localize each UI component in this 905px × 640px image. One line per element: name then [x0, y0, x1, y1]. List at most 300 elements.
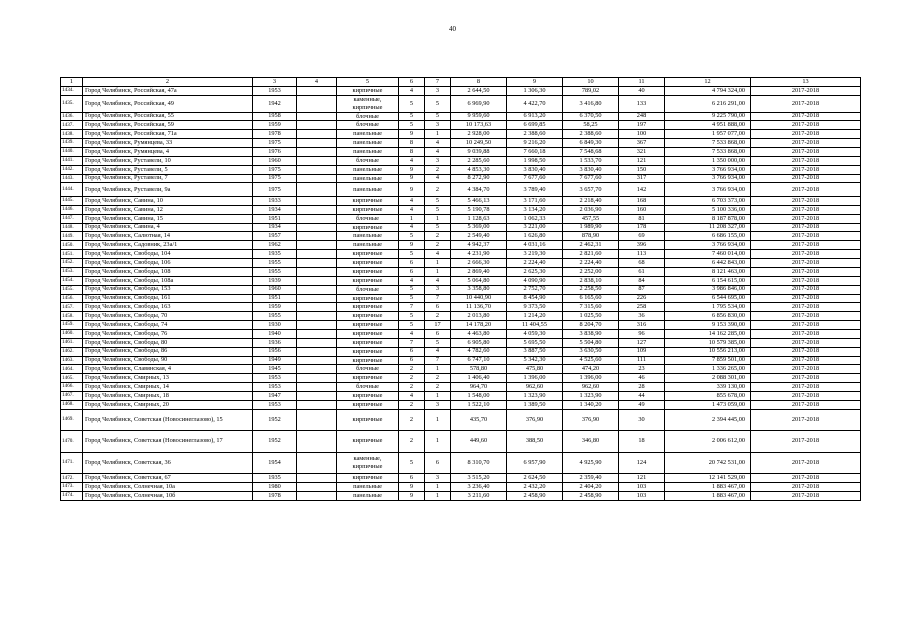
table-row [61, 121, 861, 130]
table-cell-a: 5 466,13 [451, 197, 507, 206]
table-cell-b: 6 957,90 [507, 452, 563, 474]
table-cell-d: 69 [619, 232, 665, 241]
table-cell-cost: 8 187 878,00 [665, 214, 751, 223]
table-cell-b: 11 404,55 [507, 321, 563, 330]
table-row [61, 431, 861, 453]
table-cell-addr: Город Челябинск, Российская, 47а [83, 87, 253, 96]
column-number: 10 [563, 78, 619, 87]
table-cell-mat: блочные [337, 383, 399, 392]
table-cell-addr: Город Челябинск, Советская, 67 [83, 474, 253, 483]
table-cell-d: 96 [619, 329, 665, 338]
table-row [61, 294, 861, 303]
table-cell-c: 2 458,90 [563, 491, 619, 500]
table-cell-cost: 2 006 612,00 [665, 431, 751, 453]
table-cell-fl: 5 [399, 250, 425, 259]
table-cell-cost: 8 121 463,00 [665, 267, 751, 276]
table-cell-c4 [297, 491, 337, 500]
table-cell-cost: 7 460 014,00 [665, 250, 751, 259]
table-cell-year: 1951 [253, 214, 297, 223]
table-cell-c: 2 258,50 [563, 285, 619, 294]
table-cell-a: 4 942,37 [451, 241, 507, 250]
table-cell-d: 49 [619, 400, 665, 409]
table-cell-addr: Город Челябинск, Свободы, 70 [83, 312, 253, 321]
table-row [61, 214, 861, 223]
table-cell-en: 2 [425, 241, 451, 250]
table-cell-a: 964,70 [451, 383, 507, 392]
table-cell-c: 878,90 [563, 232, 619, 241]
table-cell-d: 23 [619, 365, 665, 374]
table-cell-c4 [297, 285, 337, 294]
table-cell-addr: Город Челябинск, Советская (Новосинеглазово), 17 [83, 431, 253, 453]
table-cell-addr: Город Челябинск, Российская, 49 [83, 95, 253, 112]
table-row [61, 400, 861, 409]
table-cell-fl: 5 [399, 321, 425, 330]
table-row [61, 409, 861, 431]
table-row [61, 156, 861, 165]
table-cell-c: 6 370,50 [563, 112, 619, 121]
table-cell-a: 1 128,63 [451, 214, 507, 223]
table-cell-d: 109 [619, 347, 665, 356]
table-cell-per: 2017-2018 [751, 483, 861, 492]
table-cell-addr: Город Челябинск, Российская, 55 [83, 112, 253, 121]
table-cell-a: 2 644,50 [451, 87, 507, 96]
table-cell-n: 1460. [61, 329, 83, 338]
table-cell-year: 1978 [253, 491, 297, 500]
table-cell-cost: 6 703 373,00 [665, 197, 751, 206]
table-cell-per: 2017-2018 [751, 303, 861, 312]
table-cell-n: 1444. [61, 183, 83, 197]
table-cell-fl: 4 [399, 197, 425, 206]
table-cell-fl: 5 [399, 121, 425, 130]
table-cell-fl: 5 [399, 232, 425, 241]
table-cell-a: 449,60 [451, 431, 507, 453]
column-number: 7 [425, 78, 451, 87]
table-cell-cost: 4 951 888,00 [665, 121, 751, 130]
table-cell-d: 100 [619, 130, 665, 139]
table-cell-c: 4 525,60 [563, 356, 619, 365]
table-cell-year: 1953 [253, 400, 297, 409]
column-number-row [61, 78, 861, 87]
table-cell-en: 1 [425, 431, 451, 453]
table-cell-a: 1 548,00 [451, 391, 507, 400]
table-cell-a: 6 969,90 [451, 95, 507, 112]
table-cell-en: 3 [425, 87, 451, 96]
table-cell-n: 1459. [61, 321, 83, 330]
table-cell-year: 1959 [253, 303, 297, 312]
table-cell-b: 475,80 [507, 365, 563, 374]
table-cell-d: 44 [619, 391, 665, 400]
table-cell-per: 2017-2018 [751, 148, 861, 157]
table-cell-n: 1439. [61, 139, 83, 148]
table-cell-d: 168 [619, 197, 665, 206]
table-cell-d: 61 [619, 267, 665, 276]
table-cell-cost: 1 473 059,00 [665, 400, 751, 409]
table-cell-b: 3 134,20 [507, 205, 563, 214]
table-cell-addr: Город Челябинск, Советская, 36 [83, 452, 253, 474]
column-number: 9 [507, 78, 563, 87]
table-cell-a: 1 406,40 [451, 374, 507, 383]
table-cell-b: 376,90 [507, 409, 563, 431]
table-cell-year: 1980 [253, 483, 297, 492]
table-row [61, 383, 861, 392]
table-cell-mat: блочные [337, 112, 399, 121]
table-cell-cost: 7 859 501,00 [665, 356, 751, 365]
table-cell-n: 1434. [61, 87, 83, 96]
table-cell-per: 2017-2018 [751, 409, 861, 431]
table-cell-cost: 3 766 934,00 [665, 174, 751, 183]
table-cell-addr: Город Челябинск, Салютная, 14 [83, 232, 253, 241]
column-number: 12 [665, 78, 751, 87]
table-cell-year: 1936 [253, 338, 297, 347]
table-cell-b: 388,50 [507, 431, 563, 453]
table-cell-addr: Город Челябинск, Румянцева, 33 [83, 139, 253, 148]
table-cell-n: 1473. [61, 483, 83, 492]
table-cell-a: 2 928,00 [451, 130, 507, 139]
table-cell-cost: 6 154 615,00 [665, 276, 751, 285]
table-cell-c: 1 025,50 [563, 312, 619, 321]
table-cell-b: 1 998,50 [507, 156, 563, 165]
table-cell-n: 1436. [61, 112, 83, 121]
table-cell-c: 2 388,60 [563, 130, 619, 139]
table-row [61, 232, 861, 241]
table-cell-en: 4 [425, 250, 451, 259]
table-cell-fl: 9 [399, 130, 425, 139]
table-cell-d: 68 [619, 259, 665, 268]
table-cell-cost: 7 533 868,00 [665, 139, 751, 148]
table-cell-year: 1975 [253, 183, 297, 197]
table-cell-n: 1440. [61, 148, 83, 157]
table-cell-addr: Город Челябинск, Савина, 4 [83, 223, 253, 232]
table-cell-fl: 5 [399, 285, 425, 294]
table-cell-mat: кирпичные [337, 197, 399, 206]
table-cell-fl: 9 [399, 491, 425, 500]
table-cell-addr: Город Челябинск, Свободы, 106 [83, 259, 253, 268]
table-cell-a: 8 310,70 [451, 452, 507, 474]
table-cell-cost: 6 442 843,00 [665, 259, 751, 268]
table-cell-fl: 9 [399, 241, 425, 250]
table-cell-c4 [297, 347, 337, 356]
table-cell-d: 40 [619, 87, 665, 96]
table-cell-cost: 3 986 846,00 [665, 285, 751, 294]
table-row [61, 391, 861, 400]
table-cell-a: 3 515,20 [451, 474, 507, 483]
table-cell-d: 316 [619, 321, 665, 330]
table-cell-year: 1953 [253, 374, 297, 383]
table-cell-c4 [297, 400, 337, 409]
table-cell-c4 [297, 474, 337, 483]
table-cell-b: 1 389,50 [507, 400, 563, 409]
table-cell-per: 2017-2018 [751, 383, 861, 392]
table-row [61, 452, 861, 474]
table-cell-en: 1 [425, 483, 451, 492]
table-cell-fl: 6 [399, 267, 425, 276]
table-row [61, 267, 861, 276]
table-cell-n: 1451. [61, 250, 83, 259]
table-cell-mat: кирпичные [337, 474, 399, 483]
table-row [61, 250, 861, 259]
table-cell-cost: 3 766 934,00 [665, 183, 751, 197]
table-row [61, 285, 861, 294]
table-cell-cost: 4 794 324,00 [665, 87, 751, 96]
table-cell-cost: 1 957 077,00 [665, 130, 751, 139]
table-cell-mat: кирпичные [337, 356, 399, 365]
table-cell-c4 [297, 223, 337, 232]
table-cell-addr: Город Челябинск, Солнечная, 10б [83, 491, 253, 500]
table-row [61, 365, 861, 374]
table-cell-fl: 2 [399, 431, 425, 453]
table-cell-per: 2017-2018 [751, 491, 861, 500]
table-cell-mat: кирпичные [337, 267, 399, 276]
table-cell-c: 5 504,80 [563, 338, 619, 347]
table-cell-fl: 9 [399, 165, 425, 174]
table-cell-cost: 1 883 467,00 [665, 483, 751, 492]
table-cell-mat: кирпичные [337, 391, 399, 400]
table-cell-addr: Город Челябинск, Российская, 59 [83, 121, 253, 130]
table-cell-en: 7 [425, 294, 451, 303]
table-cell-cost: 12 141 529,00 [665, 474, 751, 483]
table-cell-d: 160 [619, 205, 665, 214]
table-cell-fl: 1 [399, 214, 425, 223]
table-cell-per: 2017-2018 [751, 87, 861, 96]
table-cell-fl: 6 [399, 474, 425, 483]
table-cell-cost: 2 088 301,00 [665, 374, 751, 383]
table-cell-c: 2 404,20 [563, 483, 619, 492]
table-cell-year: 1955 [253, 312, 297, 321]
table-cell-b: 4 422,70 [507, 95, 563, 112]
table-cell-c4 [297, 259, 337, 268]
table-cell-c: 376,90 [563, 409, 619, 431]
table-cell-n: 1452. [61, 259, 83, 268]
table-cell-en: 1 [425, 391, 451, 400]
table-cell-n: 1437. [61, 121, 83, 130]
table-cell-mat: кирпичные [337, 431, 399, 453]
table-cell-b: 9 373,50 [507, 303, 563, 312]
table-cell-c: 3 830,40 [563, 165, 619, 174]
table-cell-en: 1 [425, 214, 451, 223]
table-cell-addr: Город Челябинск, Смирных, 20 [83, 400, 253, 409]
table-cell-n: 1456. [61, 294, 83, 303]
table-cell-a: 6 905,80 [451, 338, 507, 347]
table-cell-year: 1960 [253, 285, 297, 294]
table-cell-c4 [297, 267, 337, 276]
table-cell-per: 2017-2018 [751, 276, 861, 285]
table-cell-en: 2 [425, 312, 451, 321]
table-cell-en: 7 [425, 356, 451, 365]
table-cell-en: 4 [425, 347, 451, 356]
table-cell-c4 [297, 303, 337, 312]
table-cell-per: 2017-2018 [751, 183, 861, 197]
table-cell-c4 [297, 276, 337, 285]
table-cell-a: 14 178,20 [451, 321, 507, 330]
table-cell-a: 435,70 [451, 409, 507, 431]
table-cell-addr: Город Челябинск, Славянская, 4 [83, 365, 253, 374]
table-cell-b: 1 306,30 [507, 87, 563, 96]
table-cell-d: 30 [619, 409, 665, 431]
table-cell-cost: 6 544 695,00 [665, 294, 751, 303]
table-cell-n: 1464. [61, 365, 83, 374]
table-cell-per: 2017-2018 [751, 356, 861, 365]
table-cell-d: 103 [619, 483, 665, 492]
table-cell-addr: Город Челябинск, Руставели, 7 [83, 174, 253, 183]
table-cell-b: 3 887,50 [507, 347, 563, 356]
table-cell-d: 133 [619, 95, 665, 112]
table-cell-addr: Город Челябинск, Свободы, 108а [83, 276, 253, 285]
table-cell-per: 2017-2018 [751, 374, 861, 383]
table-cell-fl: 7 [399, 303, 425, 312]
table-cell-cost: 1 336 265,00 [665, 365, 751, 374]
table-cell-c: 346,80 [563, 431, 619, 453]
table-cell-cost: 6 856 830,00 [665, 312, 751, 321]
table-cell-mat: блочные [337, 285, 399, 294]
table-cell-mat: кирпичные [337, 312, 399, 321]
table-cell-d: 84 [619, 276, 665, 285]
table-cell-c: 7 315,60 [563, 303, 619, 312]
table-cell-a: 2 549,40 [451, 232, 507, 241]
table-cell-fl: 4 [399, 87, 425, 96]
table-row [61, 356, 861, 365]
table-cell-year: 1933 [253, 197, 297, 206]
table-cell-en: 2 [425, 232, 451, 241]
table-cell-mat: панельные [337, 130, 399, 139]
table-cell-mat: блочные [337, 156, 399, 165]
table-cell-addr: Город Челябинск, Свободы, 108 [83, 267, 253, 276]
table-cell-mat: кирпичные [337, 223, 399, 232]
table-cell-per: 2017-2018 [751, 156, 861, 165]
table-cell-per: 2017-2018 [751, 259, 861, 268]
table-cell-year: 1934 [253, 223, 297, 232]
table-cell-year: 1949 [253, 356, 297, 365]
table-cell-addr: Город Челябинск, Свободы, 74 [83, 321, 253, 330]
table-cell-b: 6 913,20 [507, 112, 563, 121]
table-cell-b: 2 458,90 [507, 491, 563, 500]
table-cell-fl: 4 [399, 276, 425, 285]
table-cell-d: 178 [619, 223, 665, 232]
column-number: 1 [61, 78, 83, 87]
table-cell-b: 9 216,20 [507, 139, 563, 148]
table-cell-fl: 4 [399, 223, 425, 232]
table-cell-en: 2 [425, 183, 451, 197]
table-cell-year: 1975 [253, 174, 297, 183]
column-number: 6 [399, 78, 425, 87]
table-cell-a: 3 358,80 [451, 285, 507, 294]
table-cell-mat: кирпичные [337, 374, 399, 383]
table-cell-n: 1438. [61, 130, 83, 139]
table-cell-d: 258 [619, 303, 665, 312]
table-cell-cost: 20 742 531,00 [665, 452, 751, 474]
table-cell-en: 2 [425, 383, 451, 392]
table-cell-per: 2017-2018 [751, 321, 861, 330]
table-cell-c4 [297, 241, 337, 250]
table-cell-fl: 2 [399, 409, 425, 431]
table-cell-b: 3 219,30 [507, 250, 563, 259]
table-cell-en: 4 [425, 139, 451, 148]
table-cell-b: 3 830,40 [507, 165, 563, 174]
table-cell-mat: кирпичные [337, 250, 399, 259]
table-cell-d: 46 [619, 374, 665, 383]
table-cell-en: 3 [425, 156, 451, 165]
table-cell-mat: блочные [337, 214, 399, 223]
table-cell-c4 [297, 174, 337, 183]
table-cell-year: 1935 [253, 250, 297, 259]
table-cell-c: 789,02 [563, 87, 619, 96]
table-cell-fl: 8 [399, 148, 425, 157]
table-row [61, 139, 861, 148]
table-cell-per: 2017-2018 [751, 347, 861, 356]
table-cell-a: 2 869,40 [451, 267, 507, 276]
table-cell-addr: Город Челябинск, Савина, 15 [83, 214, 253, 223]
table-cell-mat: кирпичные [337, 409, 399, 431]
table-cell-fl: 5 [399, 312, 425, 321]
table-cell-per: 2017-2018 [751, 452, 861, 474]
table-cell-mat: кирпичные [337, 303, 399, 312]
table-cell-per: 2017-2018 [751, 197, 861, 206]
table-cell-cost: 14 162 285,00 [665, 329, 751, 338]
table-cell-n: 1467. [61, 391, 83, 400]
table-cell-d: 367 [619, 139, 665, 148]
table-cell-year: 1976 [253, 148, 297, 157]
table-cell-d: 150 [619, 165, 665, 174]
table-cell-b: 1 214,20 [507, 312, 563, 321]
table-cell-fl: 6 [399, 356, 425, 365]
table-cell-addr: Город Челябинск, Руставели, 5 [83, 165, 253, 174]
table-cell-year: 1956 [253, 347, 297, 356]
table-cell-n: 1474. [61, 491, 83, 500]
table-cell-d: 197 [619, 121, 665, 130]
table-cell-c4 [297, 383, 337, 392]
table-row [61, 483, 861, 492]
table-cell-cost: 3 766 934,00 [665, 165, 751, 174]
table-cell-mat: блочные [337, 121, 399, 130]
table-cell-b: 8 454,90 [507, 294, 563, 303]
table-cell-c: 4 925,90 [563, 452, 619, 474]
table-cell-mat: панельные [337, 241, 399, 250]
table-cell-c4 [297, 250, 337, 259]
table-cell-a: 5 369,00 [451, 223, 507, 232]
table-cell-en: 2 [425, 165, 451, 174]
table-cell-n: 1447. [61, 214, 83, 223]
table-cell-c: 2 224,40 [563, 259, 619, 268]
table-cell-en: 1 [425, 365, 451, 374]
table-cell-a: 8 272,90 [451, 174, 507, 183]
table-cell-c: 2 359,40 [563, 474, 619, 483]
table-cell-c4 [297, 312, 337, 321]
table-cell-addr: Город Челябинск, Садовник, 23а/1 [83, 241, 253, 250]
table-cell-fl: 2 [399, 383, 425, 392]
table-cell-mat: панельные [337, 165, 399, 174]
table-cell-per: 2017-2018 [751, 232, 861, 241]
column-number: 11 [619, 78, 665, 87]
table-cell-fl: 7 [399, 338, 425, 347]
table-row [61, 276, 861, 285]
table-cell-en: 5 [425, 223, 451, 232]
table-cell-year: 1955 [253, 259, 297, 268]
table-cell-c4 [297, 197, 337, 206]
table-cell-c4 [297, 294, 337, 303]
table-cell-mat: кирпичные [337, 321, 399, 330]
column-number: 5 [337, 78, 399, 87]
table-cell-a: 4 384,70 [451, 183, 507, 197]
table-cell-c4 [297, 329, 337, 338]
table-cell-per: 2017-2018 [751, 474, 861, 483]
table-cell-per: 2017-2018 [751, 205, 861, 214]
table-cell-n: 1463. [61, 356, 83, 365]
table-cell-c4 [297, 321, 337, 330]
table-cell-c: 457,55 [563, 214, 619, 223]
table-cell-c4 [297, 338, 337, 347]
column-number: 2 [83, 78, 253, 87]
table-row [61, 183, 861, 197]
table-cell-year: 1954 [253, 452, 297, 474]
